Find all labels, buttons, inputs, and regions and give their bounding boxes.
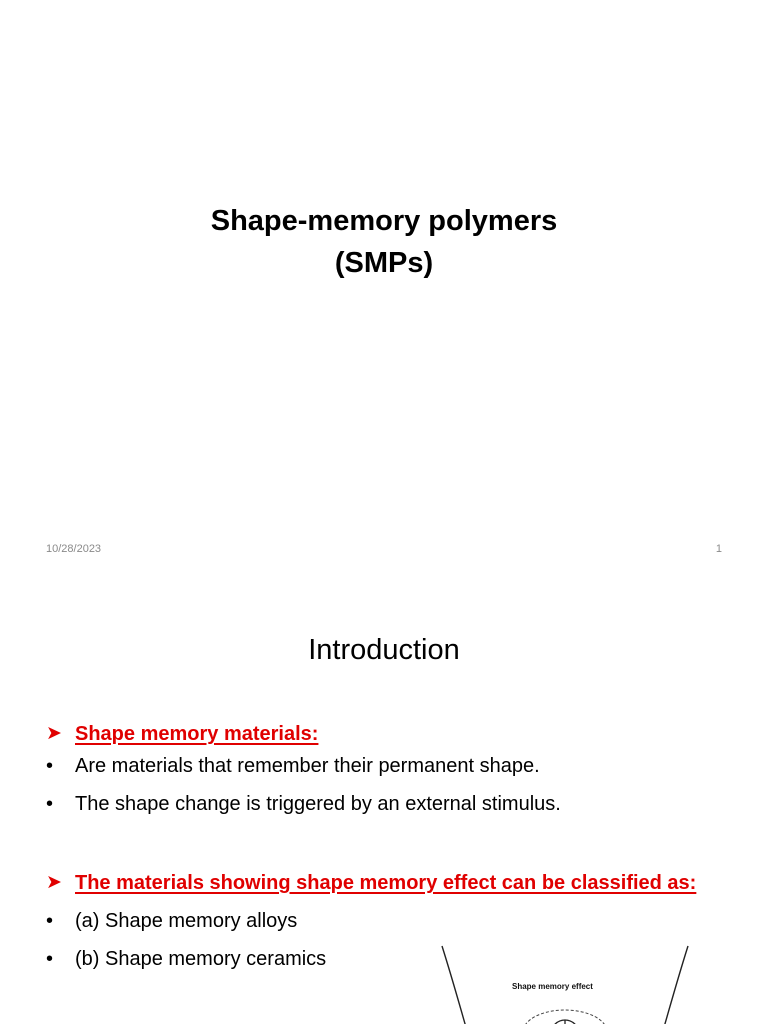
bullet-dot-icon: • (46, 793, 54, 815)
figure-caption: Shape memory effect (512, 982, 593, 991)
slide-2 (0, 576, 768, 1024)
bullet-dot-icon: • (46, 948, 54, 970)
introduction-title: Introduction (308, 634, 460, 666)
list-item-text: (b) Shape memory ceramics (75, 948, 327, 970)
bullet-dot-icon: • (46, 755, 54, 777)
title-line-1: Shape-memory polymers (210, 205, 558, 237)
list-item-text: Are materials that remember their permanent shape. (75, 755, 540, 777)
slide-page-number: 1 (715, 543, 722, 555)
bullet-dot-icon: • (46, 910, 54, 932)
arrow-bullet-icon: ➤ (46, 723, 62, 744)
section-heading-shape-memory-materials (46, 718, 722, 750)
section-heading-classification (46, 867, 722, 899)
list-item-text: The shape change is triggered by an external stimulus. (75, 793, 561, 815)
shape-memory-effect-figure (432, 944, 704, 1024)
section-heading-text: The materials showing shape memory effect can be classified as: (75, 872, 697, 894)
title-line-2: (SMPs) (334, 247, 434, 279)
list-item (46, 905, 722, 937)
list-item (46, 750, 722, 782)
slide-title (0, 200, 768, 284)
slide-date: 10/28/2023 (46, 543, 102, 555)
list-item-text: (a) Shape memory alloys (75, 910, 298, 932)
section-heading-text: Shape memory materials: (75, 723, 319, 745)
arrow-bullet-icon: ➤ (46, 872, 62, 893)
slide-content (46, 718, 722, 975)
list-item (46, 788, 722, 820)
